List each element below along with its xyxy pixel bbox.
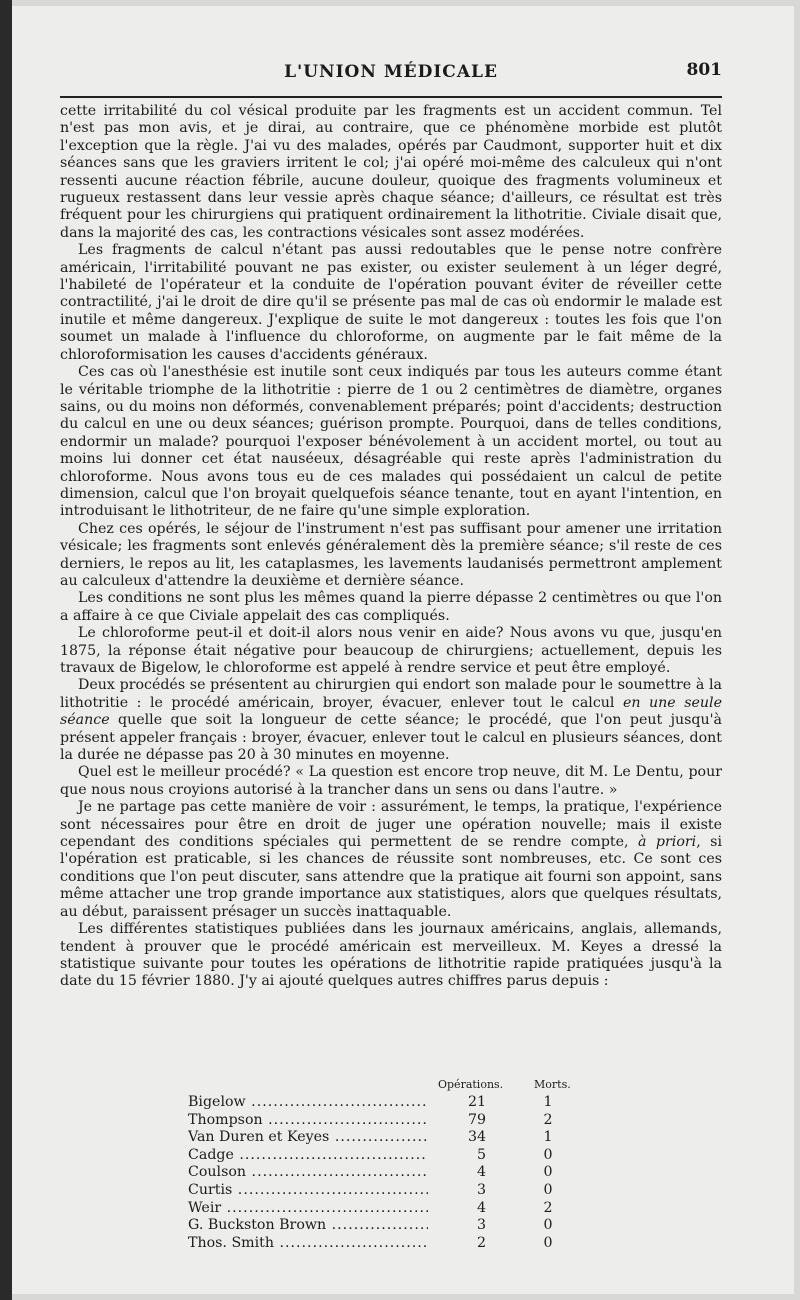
operations-count: 79 — [467, 1111, 486, 1128]
statistics-table — [60, 1078, 722, 1252]
deaths-count: 1 — [543, 1094, 553, 1110]
deaths-count: 2 — [543, 1199, 553, 1216]
italic-phrase: à priori — [638, 834, 697, 851]
column-header-operations: Opérations. — [438, 1078, 504, 1091]
table-row — [60, 1200, 722, 1218]
scan-binding-edge — [0, 0, 12, 1300]
table-row — [60, 1112, 722, 1130]
operations-count: 4 — [476, 1164, 486, 1181]
paragraph: Les fragments de calcul n'étant pas aussi redoutables que le pense notre confrère américain, l'irritabilité pouvant ne pas exister, ou exister seulement à un léger degré, l'habileté de l'opérateur et la conduite de l'opération pouvant éviter de réveiller cette contractilité, j'ai le droit de dire qu'il se présente pas mal de cas où endormir le malade est inutile et même dangereux. J'explique de suite le mot dangereux : toutes les fois que l'on soumet un malade à l'influence du chloroforme, on augmente par le fait même de la chloroformisation les causes d'accidents généraux. — [60, 242, 722, 363]
operations-count: 3 — [476, 1181, 486, 1198]
table-row — [60, 1094, 722, 1112]
paragraph: Les conditions ne sont plus les mêmes quand la pierre dépasse 2 centimètres ou que l'on a affaire à ce que Civiale appelait des cas compliqués. — [60, 590, 722, 624]
table-rows — [60, 1094, 722, 1252]
operations-count: 3 — [476, 1217, 486, 1234]
page-number: 801 — [686, 60, 722, 80]
paragraph: Chez ces opérés, le séjour de l'instrument n'est pas suffisant pour amener une irritation vésicale; les fragments sont enlevés généralement dès la première séance; s'il reste de ces derniers, le repos au lit, les cataplasmes, les lavements laudanisés permettront amplement au calculeux d'attendre la deuxième et dernière séance. — [60, 520, 722, 589]
deaths-count: 1 — [543, 1129, 553, 1146]
surgeon-name: Thos. Smith ..... — [188, 1235, 428, 1253]
surgeon-name: Bigelow ..... — [188, 1094, 428, 1112]
paragraph: Ces cas où l'anesthésie est inutile sont ceux indiqués par tous les auteurs comme étant le véritable triomphe de la lithotritie : pierre de 1 ou 2 centimètres de diamètre, organes sains, ou du moins non déformés, convenablement préparés; point d'accidents; destruction du calcul en une ou deux séances; guérison prompte. Pourquoi, dans de telles conditions, endormir un malade? pourquoi l'exposer bénévolement à un accident mortel, ou tout au moins lui donner cet état nauséeux, désagréable qui reste après l'administration du chloroforme. Nous avons tous eu de ces malades qui possédaient un calcul de petite dimension, calcul que l'on broyait quelquefois séance tenante, tout en ayant l'intention, en introduisant le lithotriteur, de ne faire qu'une simple exploration. — [60, 364, 722, 520]
deaths-count: 0 — [543, 1164, 553, 1181]
table-header — [60, 1078, 722, 1094]
surgeon-name: Cadge ..... — [188, 1147, 428, 1165]
operations-count: 34 — [467, 1129, 486, 1146]
surgeon-name: Curtis ..... — [188, 1182, 428, 1200]
operations-count: 2 — [476, 1234, 486, 1251]
deaths-count: 0 — [543, 1234, 553, 1251]
operations-count: 5 — [476, 1146, 486, 1163]
table-row — [60, 1147, 722, 1165]
table-row — [60, 1129, 722, 1147]
paragraph: Quel est le meilleur procédé? « La question est encore trop neuve, dit M. Le Dentu, pour que nous nous croyions autorisé à la trancher dans un sens ou dans l'autre. » — [60, 764, 722, 798]
article-body — [60, 103, 722, 991]
column-header-morts: Morts. — [534, 1078, 571, 1091]
table-row — [60, 1164, 722, 1182]
paragraph: Les différentes statistiques publiées dans les journaux américains, anglais, allemands, tendent à prouver que le procédé américain est merveilleux. M. Keyes a dressé la statistique suivante pour toutes les opérations de lithotritie rapide pratiquées jusqu'à la date du 15 février 1880. J'y ai ajouté quelques autres chiffres parus depuis : — [60, 921, 722, 990]
paragraph: cette irritabilité du col vésical produite par les fragments est un accident commun. Tel n'est pas mon avis, et je dirai, au contraire, que ce phénomène morbide est plutôt l'exception que la règle. J'ai vu des malades, opérés par Caudmont, supporter huit et dix séances sans que les graviers irritent le col; j'ai opéré moi-même des calculeux qui n'ont ressenti aucune réaction fébrile, aucune douleur, quoique des fragments volumineux et rugueux restassent dans leur vessie après chaque séance; d'ailleurs, ce résultat est très fréquent pour les chirurgiens qui pratiquent ordinairement la lithotritie. Civiale disait que, dans la majorité des cas, les contractions vésicales sont assez modérées. — [60, 103, 722, 241]
header-rule — [60, 96, 722, 98]
table-row — [60, 1182, 722, 1200]
surgeon-name: G. Buckston Brown ..... — [188, 1217, 428, 1235]
table-row — [60, 1235, 722, 1253]
surgeon-name: Weir ..... — [188, 1200, 428, 1218]
surgeon-name: Van Duren et Keyes ..... — [188, 1129, 428, 1147]
operations-count: 4 — [476, 1199, 486, 1216]
deaths-count: 2 — [543, 1111, 553, 1128]
italic-phrase: en une seule séance — [60, 694, 722, 729]
surgeon-name: Thompson ..... — [188, 1112, 428, 1130]
running-title: L'UNION MÉDICALE — [284, 62, 498, 82]
deaths-count: 0 — [543, 1146, 553, 1163]
table-row — [60, 1217, 722, 1235]
page-header — [60, 58, 722, 92]
deaths-count: 0 — [543, 1217, 553, 1234]
paragraph: Deux procédés se présentent au chirurgien qui endort son malade pour le soumettre à la lithotritie : le procédé américain, broyer, évacuer, enlever tout le calcul en une seule séance quelle que soit la longueur de cette séance; le procédé, que l'on peut jusqu'à présent appeler français : broyer, évacuer, enlever tout le calcul en plusieurs séances, dont la durée ne dépasse pas 20 à 30 minutes en moyenne. — [60, 677, 722, 764]
operations-count: 21 — [467, 1094, 486, 1110]
deaths-count: 0 — [543, 1181, 553, 1198]
paragraph: Le chloroforme peut-il et doit-il alors nous venir en aide? Nous avons vu que, jusqu'en 1875, la réponse était négative pour beaucoup de chirurgiens; actuellement, depuis les travaux de Bigelow, le chloroforme est appelé à rendre service et peut être employé. — [60, 625, 722, 676]
paragraph: Je ne partage pas cette manière de voir : assurément, le temps, la pratique, l'expérience sont nécessaires pour être en droit de juger une opération nouvelle; mais il existe cependant des conditions spéciales qui permettent de se rendre compte, à priori, si l'opération est praticable, si les chances de réussite sont nombreuses, etc. Ce sont ces conditions que l'on peut discuter, sans attendre que la pratique ait fourni son appoint, sans même attacher une trop grande importance aux statistiques, alors que quelques résultats, au début, paraissent présager un succès inattaquable. — [60, 799, 722, 920]
surgeon-name: Coulson ..... — [188, 1164, 428, 1182]
